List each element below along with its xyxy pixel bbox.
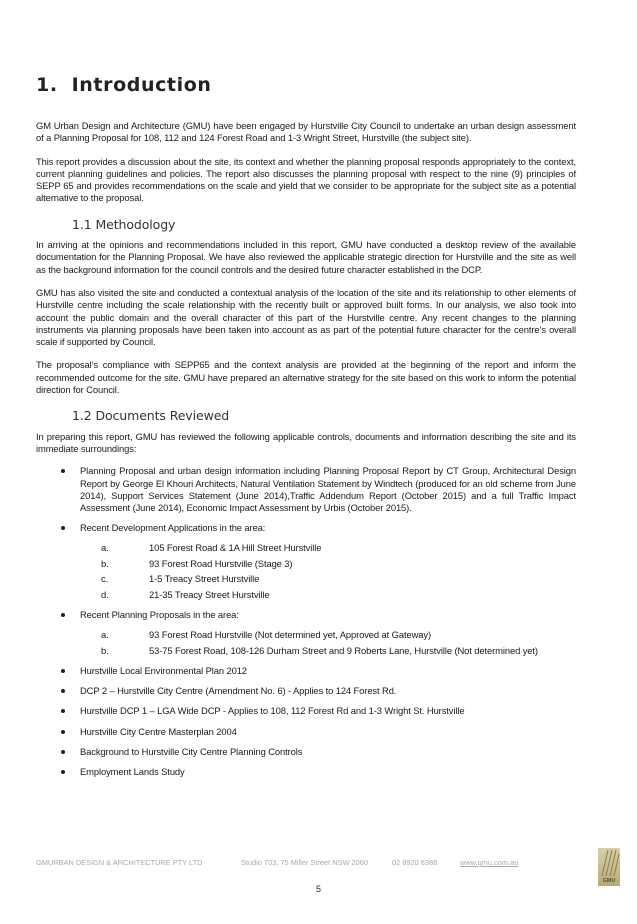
bullet-icon [61,613,65,617]
methodology-paragraph-2: GMU has also visited the site and conducted a contextual analysis of the location of the site and its relationship to other elements of Hurstville centre including the scale relationship with the recently built or approved built forms. In our analysis, we also took into account the public domain and the overall character of this part of the Hurstville centre. Any recent changes to the planning instruments via planning proposals have been taken into account as as part of the potential future character for the centre’s overall scale if supported by Council. [36,286,576,348]
list-item: Recent Development Applications in the area: a. 105 Forest Road & 1A Hill Street Hurstville b. 93 Forest Road Hurstville (Stage 3) c. 1-5 Treacy Street Hurstville d. 21-35 Treacy Street Hurstville [36,522,576,601]
bullet-icon [61,689,65,693]
logo-text: GMU [602,878,616,884]
bullet-icon [61,526,65,530]
list-item: Hurstville City Centre Masterplan 2004 [36,726,576,738]
section-title: Introduction [71,74,212,96]
gmu-logo [598,848,620,886]
intro-paragraph-2: This report provides a discussion about the site, its context and whether the planning proposal responds appropriately to the context, current planning guidelines and policies. The report also discusses the planning proposal with respect to the nine (9) principles of SEPP 65 and provides recommendations on the scale and yield that we consider to be appropriate for the subject site as a potential alternative to the proposal. [36,155,576,204]
list-item: Planning Proposal and urban design information including Planning Proposal Report by CT Group, Architectural Design Report by George El Khouri Architects, Natural Ventilation Statement by Windtech (produced for an old scheme from June 2014), Support Services Statement (June 2014),Traffic Addendum Report (October 2015) and a full Traffic Impact Assessment (June 2014), Economic Impact Assessment by Urbis (October 2015). [36,465,576,514]
intro-paragraph-1: GM Urban Design and Architecture (GMU) have been engaged by Hurstville City Council to undertake an urban design assessment of a Planning Proposal for 108, 112 and 124 Forest Road and 1-3 Wright Street, Hurstville (the subject site). [36,120,576,144]
methodology-paragraph-3: The proposal’s compliance with SEPP65 and the context analysis are provided at the beginning of the report and inform the recommended outcome for the site. GMU have prepared an alternative strategy for the site based on this work to inform the potential direction for Council. [36,359,576,396]
sub-list [80,629,576,657]
bullet-icon [61,469,65,473]
documents-list [36,465,576,778]
footer-address: Studio 703, 75 Miller Street NSW 2060 [241,858,368,867]
methodology-heading: 1.1 Methodology [72,216,176,232]
footer-company: GMURBAN DESIGN & ARCHITECTURE PTY LTD [36,858,203,867]
list-item: DCP 2 – Hurstville City Centre (Amendment No. 6) - Applies to 124 Forest Rd. [36,685,576,697]
bullet-icon [61,770,65,774]
logo-stripes-icon [598,848,620,878]
methodology-paragraph-1: In arriving at the opinions and recommendations included in this report, GMU have conducted a desktop review of the available documentation for the Planning Proposal. We have also reviewed the applicable strategic direction for Hurstville and the site as well as the background information for the council controls and the desired future character established in the DCP. [36,239,576,275]
bullet-icon [61,709,65,713]
sub-list-item: a. 105 Forest Road & 1A Hill Street Hurstville [101,541,322,553]
documents-heading: 1.2 Documents Reviewed [72,408,230,424]
list-item: Employment Lands Study [36,766,576,778]
sub-list-item: c. 1-5 Treacy Street Hurstville [101,573,260,585]
section-heading [36,74,212,96]
sub-list-item: b. 93 Forest Road Hurstville (Stage 3) [101,557,293,569]
sub-list-item: b. 53-75 Forest Road, 108-126 Durham Street and 9 Roberts Lane, Hurstville (Not determined yet) [101,644,538,656]
list-item: Hurstville DCP 1 – LGA Wide DCP - Applies to 108, 112 Forest Rd and 1-3 Wright St. Hurstville [36,705,576,717]
list-item: Background to Hurstville City Centre Planning Controls [36,746,576,758]
bullet-icon [61,730,65,734]
footer-phone: 02 8920 8388 [392,858,438,867]
footer-website-link[interactable]: www.gmu.com.au [460,858,519,867]
sub-list-item: d. 21-35 Treacy Street Hurstville [101,589,270,601]
documents-intro: In preparing this report, GMU has reviewed the following applicable controls, documents and information describing the site and its immediate surroundings: [36,430,576,454]
sub-list [80,542,576,602]
body-content [36,120,576,787]
bullet-icon [61,669,65,673]
section-number: 1. [36,74,58,96]
sub-list-item: a. 93 Forest Road Hurstville (Not determined yet, Approved at Gateway) [101,628,431,640]
list-item: Recent Planning Proposals in the area: a. 93 Forest Road Hurstville (Not determined yet, Approved at Gateway) b. 53-75 Forest Road, 108-126 Durham Street and 9 Roberts Lane, Hurstville (Not determined yet) [36,609,576,656]
page-number: 5 [315,884,321,894]
bullet-icon [61,750,65,754]
list-item: Hurstville Local Environmental Plan 2012 [36,665,576,677]
